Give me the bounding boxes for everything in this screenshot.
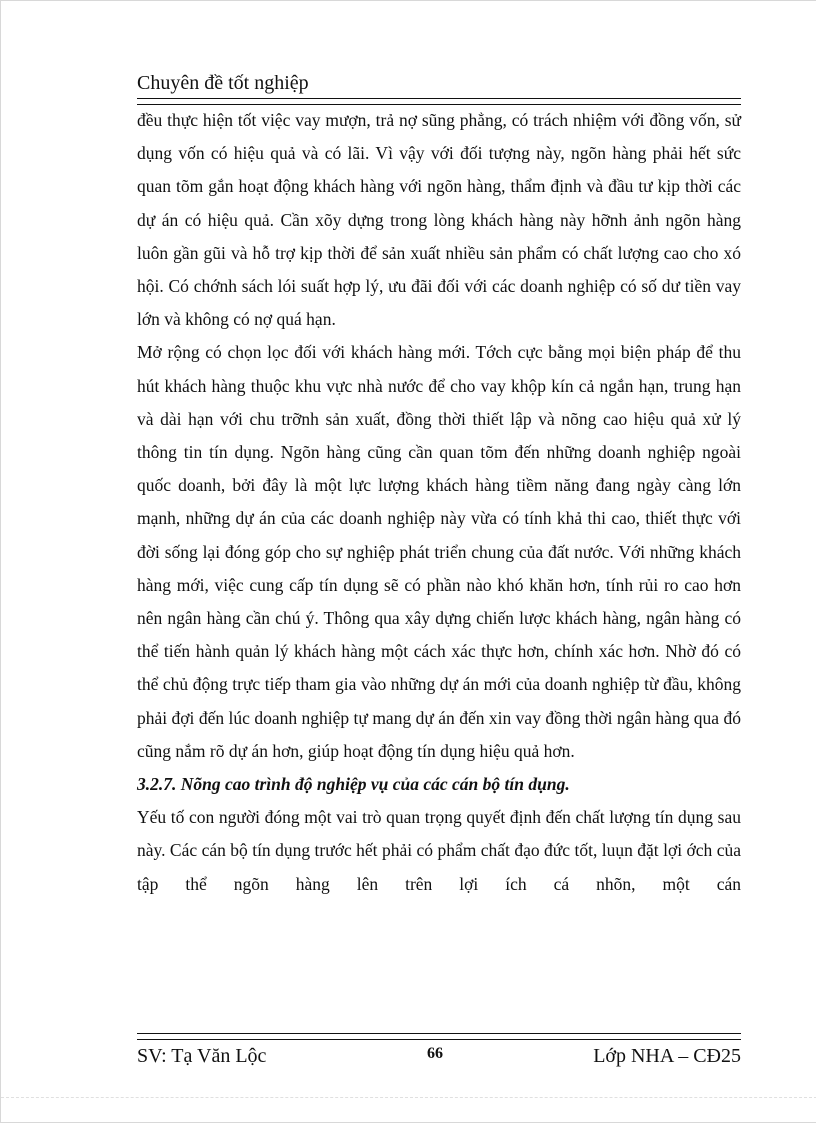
document-body — [137, 104, 741, 901]
paragraph-3: Yếu tố con người đóng một vai trò quan trọng quyết định đến chất lượng tín dụng sau này. Các cán bộ tín dụng trước hết phải có phẩm chất đạo đức tốt, luụn đặt lợi ớch của tập thể ngõn hàng lên trên lợi ích cá nhõn, một cán — [137, 807, 741, 894]
page-number: 66 — [427, 1045, 443, 1062]
class-label: Lớp NHA – CĐ25 — [593, 1045, 741, 1067]
header-title: Chuyên đề tốt nghiệp — [137, 72, 309, 94]
page-bottom-divider — [1, 1097, 816, 1098]
page-footer — [137, 1041, 741, 1071]
section-heading: 3.2.7. Nõng cao trình độ nghiệp vụ của các cán bộ tín dụng. — [137, 774, 570, 795]
paragraph-1: đều thực hiện tốt việc vay mượn, trả nợ sũng phẳng, có trách nhiệm với đồng vốn, sử dụng vốn có hiệu quả và có lãi. Vì vậy với đối tượng này, ngõn hàng phải hết sức quan tõm gắn hoạt động khách hàng với ngõn hàng, thẩm định và đầu tư kịp thời các dự án có hiệu quả. Cần xõy dựng trong lòng khách hàng này hỡnh ảnh ngõn hàng luôn gần gũi và hỗ trợ kịp thời để sản xuất nhiều sản phẩm có chất lượng cao cho xó hội. Có chớnh sách lói suất hợp lý, ưu đãi đối với các doanh nghiệp có số dư tiền vay lớn và không có nợ quá hạn. — [137, 110, 741, 330]
paragraph-2: Mở rộng có chọn lọc đối với khách hàng mới. Tớch cực bằng mọi biện pháp để thu hút khách hàng thuộc khu vực nhà nước để cho vay khộp kín cả ngắn hạn, trung hạn và dài hạn với chu trỡnh sản xuất, đồng thời thiết lập và nõng cao hiệu quả xử lý thông tin tín dụng. Ngõn hàng cũng cần quan tõm đến những doanh nghiệp ngoài quốc doanh, bởi đây là một lực lượng khách hàng tiềm năng đang ngày càng lớn mạnh, những dự án của các doanh nghiệp này vừa có tính khả thi cao, thiết thực với đời sống lại đóng góp cho sự nghiệp phát triển chung của đất nước. Với những khách hàng mới, việc cung cấp tín dụng sẽ có phần nào khó khăn hơn, tính rủi ro cao hơn nên ngân hàng cần chú ý. Thông qua xây dựng chiến lược khách hàng, ngân hàng có thể tiến hành quản lý khách hàng một cách xác thực hơn, chính xác hơn. Nhờ đó có thể chủ động trực tiếp tham gia vào những dự án mới của doanh nghiệp từ đầu, không phải đợi đến lúc doanh nghiệp tự mang dự án đến xin vay đồng thời ngân hàng qua đó cũng nắm rõ dự án hơn, giúp hoạt động tín dụng hiệu quả hơn. — [137, 342, 741, 761]
student-name: SV: Tạ Văn Lộc — [137, 1045, 267, 1067]
